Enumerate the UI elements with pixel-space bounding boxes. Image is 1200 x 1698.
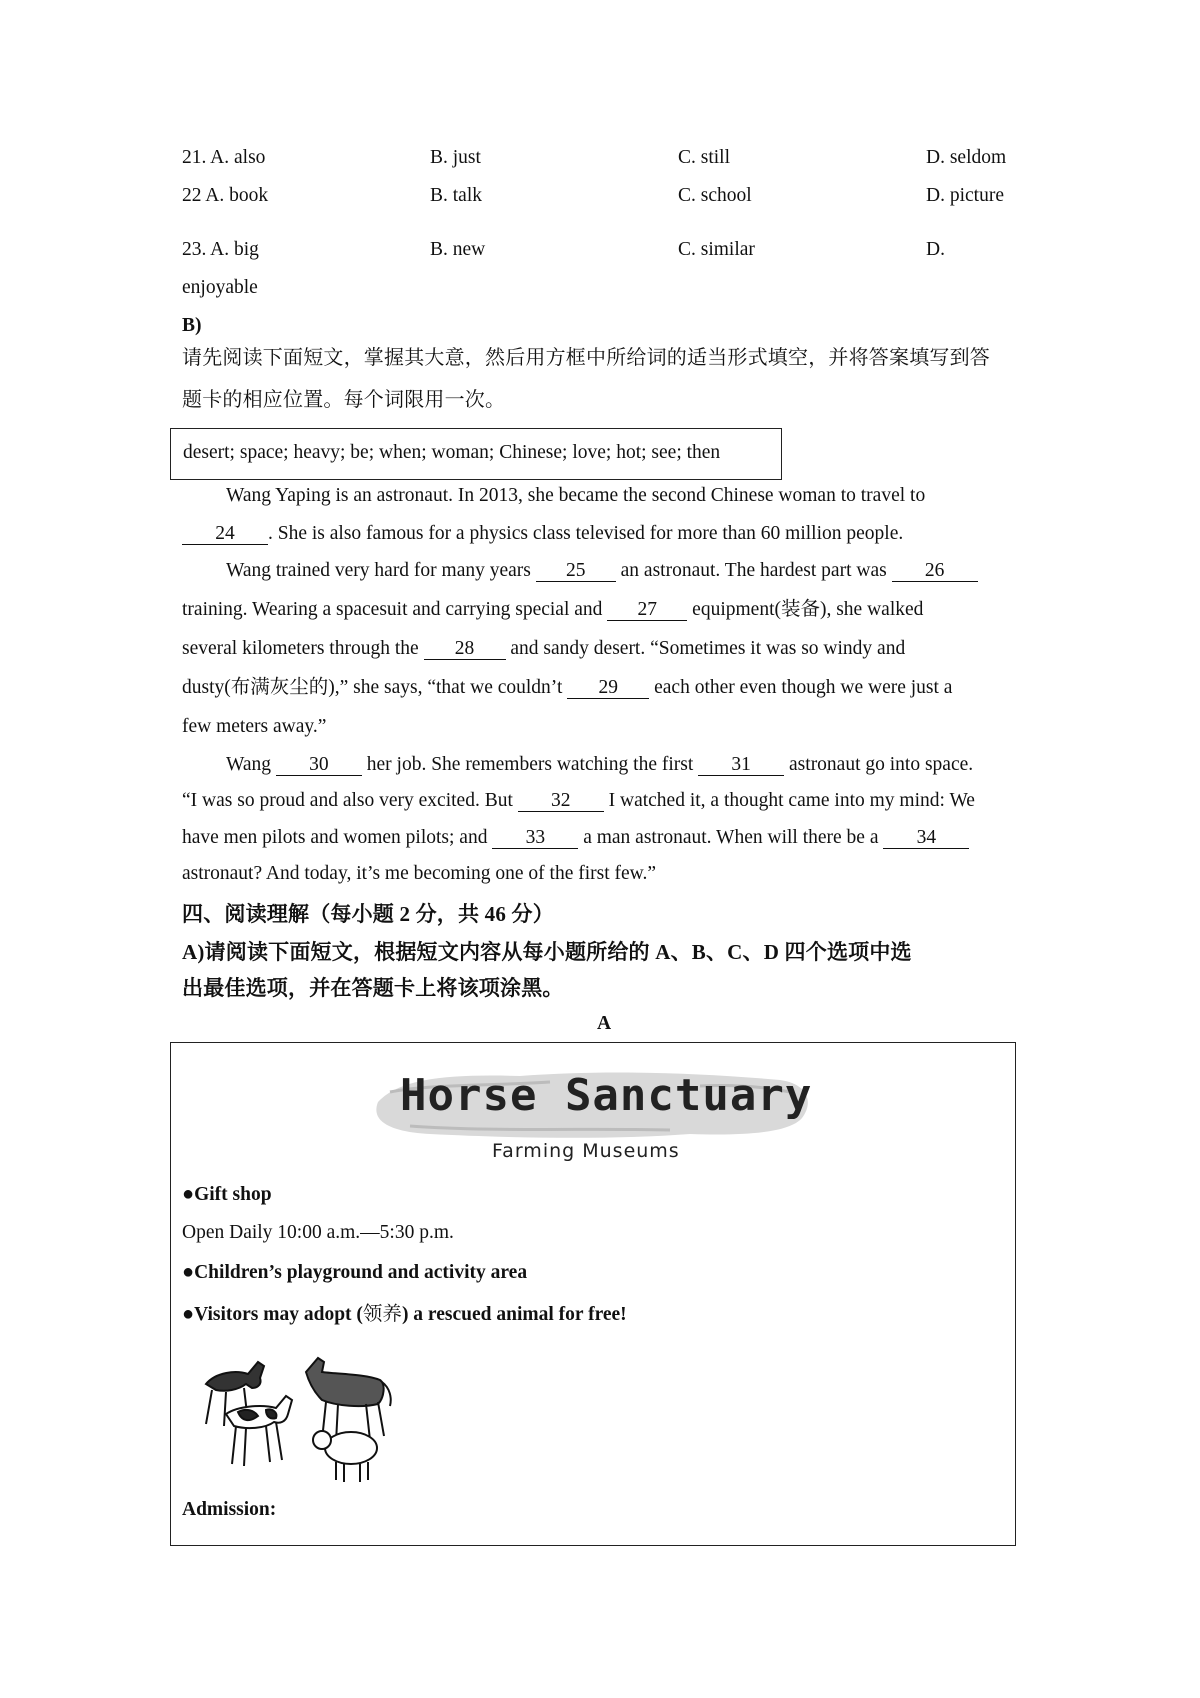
admission-label: Admission: — [182, 1499, 277, 1520]
blank-32: 32 — [518, 791, 604, 812]
section-b-instruction-1: 请先阅读下面短文，掌握其大意，然后用方框中所给词的适当形式填空，并将答案填写到答 — [182, 347, 990, 369]
option-21-c: C. still — [678, 147, 731, 168]
section-4-instruction-2: 出最佳选项，并在答题卡上将该项涂黑。 — [182, 976, 564, 1000]
section-b-label: B) — [182, 315, 202, 336]
blank-33: 33 — [492, 828, 578, 849]
passage-letter: A — [597, 1013, 612, 1034]
word-list: desert; space; heavy; be; when; woman; Chinese; love; hot; see; then — [183, 442, 721, 463]
blank-24: 24 — [182, 524, 268, 545]
ad-item-adopt: ●Visitors may adopt (领养) a rescued animal for free! — [182, 1303, 627, 1325]
option-21-d: D. seldom — [926, 147, 1007, 168]
blank-31: 31 — [698, 755, 784, 776]
blank-29: 29 — [567, 678, 649, 699]
passage-line: Wang Yaping is an astronaut. In 2013, she became the second Chinese woman to travel to — [226, 485, 926, 506]
blank-27: 27 — [607, 600, 687, 621]
passage-line: “I was so proud and also very excited. But 32 I watched it, a thought came into my mind: We — [182, 790, 975, 811]
word-box — [170, 428, 782, 480]
bullet-icon: ● — [182, 1303, 195, 1325]
passage-line: Wang trained very hard for many years 25 an astronaut. The hardest part was 26 — [226, 559, 978, 583]
passage-line: several kilometers through the 28 and sandy desert. “Sometimes it was so windy and — [182, 638, 906, 659]
option-23-b: B. new — [430, 239, 486, 260]
option-23-a: 23. A. big — [182, 239, 259, 260]
bullet-icon: ● — [182, 1183, 195, 1205]
option-21-b: B. just — [430, 147, 481, 168]
blank-30: 30 — [276, 755, 362, 776]
section-b-instruction-2: 题卡的相应位置。每个词限用一次。 — [182, 389, 506, 411]
passage-line: dusty(布满灰尘的),” she says, “that we couldn’t 29 each other even though we were just a — [182, 677, 953, 698]
section-4-instruction-1: A)请阅读下面短文，根据短文内容从每小题所给的 A、B、C、D 四个选项中选 — [182, 940, 912, 964]
passage-line: few meters away.” — [182, 716, 327, 737]
passage-line: have men pilots and women pilots; and 33 a man astronaut. When will there be a 34 — [182, 826, 969, 850]
passage-line: astronaut? And today, it’s me becoming one of the first few.” — [182, 863, 657, 884]
ad-item-gift-shop: ●Gift shop — [182, 1183, 272, 1205]
passage-line: Wang 30 her job. She remembers watching the first 31 astronaut go into space. — [226, 754, 974, 775]
bullet-icon: ● — [182, 1261, 195, 1283]
horses-illustration-icon — [186, 1344, 406, 1484]
passage-line: 24 . She is also famous for a physics class televised for more than 60 million people. — [182, 522, 903, 546]
passage-line: training. Wearing a spacesuit and carrying special and 27 equipment(装备), she walked — [182, 599, 924, 620]
option-21-a: 21. A. also — [182, 147, 266, 168]
blank-28: 28 — [424, 639, 506, 660]
option-22-d: D. picture — [926, 185, 1004, 206]
option-22-a: 22 A. book — [182, 185, 269, 206]
option-22-b: B. talk — [430, 185, 482, 206]
blank-34: 34 — [883, 828, 969, 849]
logo-title: Horse Sanctuary — [400, 1070, 813, 1121]
ad-item-gift-shop-hours: Open Daily 10:00 a.m.—5:30 p.m. — [182, 1222, 454, 1243]
horse-sanctuary-logo — [370, 1062, 820, 1172]
blank-26: 26 — [892, 561, 978, 582]
option-23-c: C. similar — [678, 239, 755, 260]
ad-item-playground: ●Children’s playground and activity area — [182, 1261, 528, 1283]
option-23-d-wrap: enjoyable — [182, 277, 258, 298]
logo-subtitle: Farming Museums — [492, 1140, 680, 1162]
section-4-heading: 四、阅读理解（每小题 2 分，共 46 分） — [182, 902, 554, 926]
blank-25: 25 — [536, 561, 616, 582]
option-22-c: C. school — [678, 185, 752, 206]
option-23-d: D. — [926, 239, 945, 260]
